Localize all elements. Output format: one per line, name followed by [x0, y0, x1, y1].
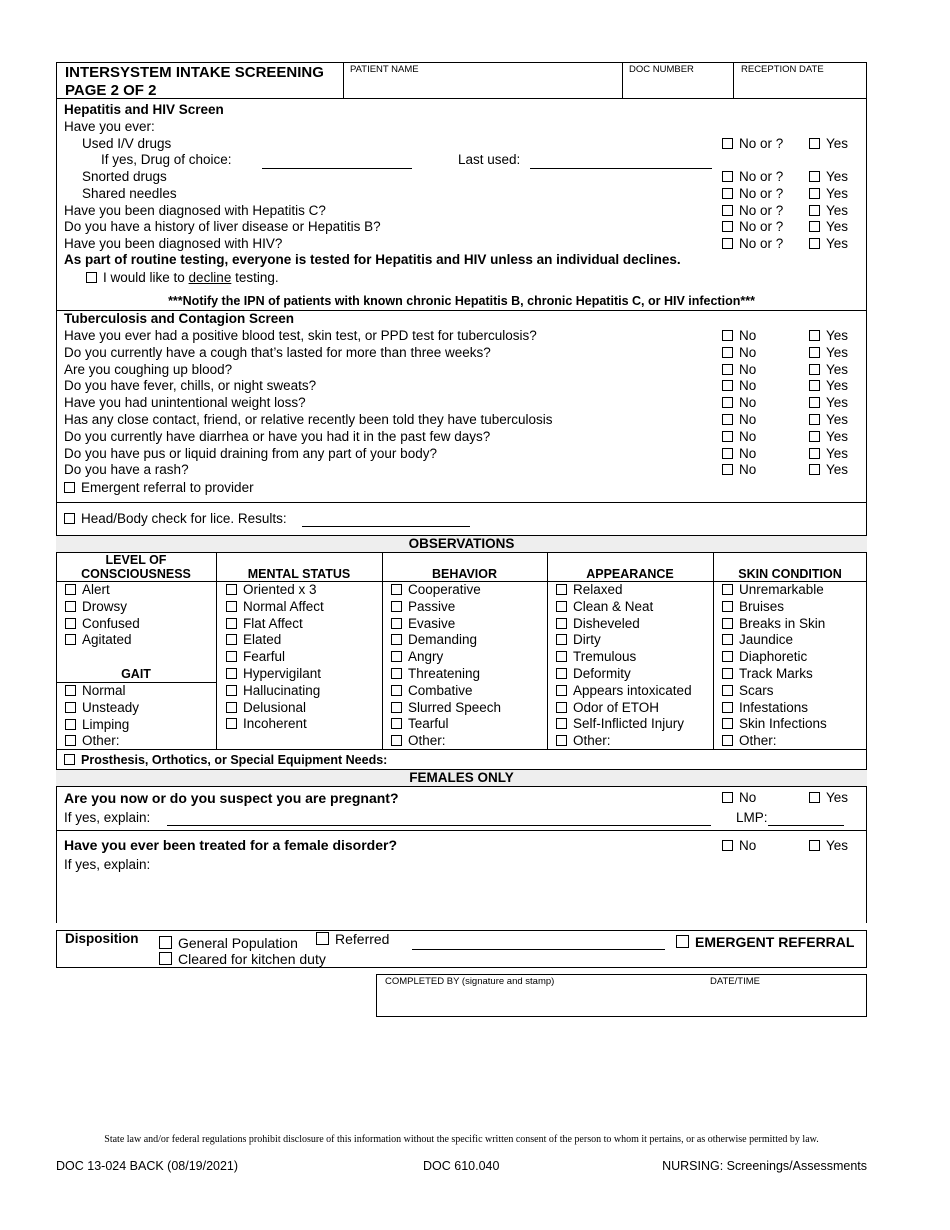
prosthesis-checkbox[interactable]: Prosthesis, Orthotics, or Special Equipment Needs: — [64, 752, 387, 768]
completed-by-label: COMPLETED BY (signature and stamp) — [385, 976, 555, 987]
tb-yes-checkbox[interactable]: Yes — [809, 362, 848, 378]
referred-checkbox[interactable]: Referred — [316, 931, 389, 947]
tb-question: Have you ever had a positive blood test, skin test, or PPD test for tuberculosis? — [64, 328, 537, 343]
appearance-header: APPEARANCE — [586, 567, 674, 581]
hiv-no-checkbox[interactable]: No or ? — [722, 236, 783, 252]
tb-no-checkbox[interactable]: No — [722, 446, 756, 462]
liver-question: Do you have a history of liver disease or Hepatitis B? — [64, 219, 381, 234]
tb-yes-checkbox[interactable]: Yes — [809, 378, 848, 394]
tb-yes-checkbox[interactable]: Yes — [809, 412, 848, 428]
hepc-question: Have you been diagnosed with Hepatitis C? — [64, 203, 326, 218]
drug-choice-line[interactable] — [262, 168, 412, 169]
tb-yes-checkbox[interactable]: Yes — [809, 446, 848, 462]
form-category: NURSING: Screenings/Assessments — [662, 1159, 867, 1173]
hiv-yes-checkbox[interactable]: Yes — [809, 236, 848, 252]
skin-list — [722, 582, 827, 750]
appearance-checkbox[interactable]: Self-Inflicted Injury — [556, 716, 692, 733]
tb-no-checkbox[interactable]: No — [722, 328, 756, 344]
mental-list — [226, 582, 324, 733]
kitchen-duty-checkbox[interactable]: Cleared for kitchen duty — [159, 951, 326, 967]
general-population-checkbox[interactable]: General Population — [159, 935, 298, 951]
behavior-checkbox[interactable]: Evasive — [391, 616, 501, 633]
behavior-checkbox[interactable]: Demanding — [391, 632, 501, 649]
tb-no-checkbox[interactable]: No — [722, 429, 756, 445]
behavior-checkbox[interactable]: Passive — [391, 599, 501, 616]
emergent-referral-checkbox[interactable]: EMERGENT REFERRAL — [676, 934, 854, 950]
disorder-question: Have you ever been treated for a female disorder? — [64, 837, 398, 853]
gait-checkbox[interactable]: Other: — [65, 733, 139, 750]
appearance-checkbox[interactable]: Deformity — [556, 666, 692, 683]
behavior-header: BEHAVIOR — [431, 567, 498, 581]
pregnant-explain-line[interactable] — [167, 825, 711, 826]
skin-checkbox[interactable]: Track Marks — [722, 666, 827, 683]
skin-checkbox[interactable]: Jaundice — [722, 632, 827, 649]
skin-checkbox[interactable]: Diaphoretic — [722, 649, 827, 666]
tb-question: Have you had unintentional weight loss? — [64, 395, 306, 411]
hep-section-title: Hepatitis and HIV Screen — [64, 102, 224, 117]
hepc-yes-checkbox[interactable]: Yes — [809, 203, 848, 219]
loc-list — [65, 582, 140, 649]
tb-question: Do you have fever, chills, or night sweats? — [64, 378, 317, 394]
behavior-checkbox[interactable]: Cooperative — [391, 582, 501, 599]
behavior-checkbox[interactable]: Other: — [391, 733, 501, 750]
gait-checkbox[interactable]: Normal — [65, 683, 139, 700]
mental-header: MENTAL STATUS — [247, 567, 351, 581]
disorder-yes-checkbox[interactable]: Yes — [809, 838, 848, 854]
drug-choice-label: If yes, Drug of choice: — [101, 152, 232, 167]
gait-list — [65, 683, 139, 750]
form-title: INTERSYSTEM INTAKE SCREENING — [65, 64, 324, 81]
appearance-checkbox[interactable]: Odor of ETOH — [556, 700, 692, 717]
shared-no-checkbox[interactable]: No or ? — [722, 186, 783, 202]
shared-label: Shared needles — [82, 186, 177, 201]
mental-checkbox[interactable]: Delusional — [226, 700, 324, 717]
tb-question: Do you currently have a cough that’s lasted for more than three weeks? — [64, 344, 491, 360]
have-you-ever-label: Have you ever: — [64, 119, 155, 134]
mental-checkbox[interactable]: Hypervigilant — [226, 666, 324, 683]
mental-checkbox[interactable]: Oriented x 3 — [226, 582, 324, 599]
tb-no-checkbox[interactable]: No — [722, 345, 756, 361]
patient-name-field[interactable]: PATIENT NAME — [350, 64, 419, 75]
behavior-checkbox[interactable]: Angry — [391, 649, 501, 666]
tb-yes-checkbox[interactable]: Yes — [809, 345, 848, 361]
observations-header: OBSERVATIONS — [56, 535, 867, 553]
iv-no-checkbox[interactable]: No or ? — [722, 136, 783, 152]
tb-no-checkbox[interactable]: No — [722, 412, 756, 428]
hiv-question: Have you been diagnosed with HIV? — [64, 236, 283, 251]
behavior-list — [391, 582, 501, 750]
gait-header: GAIT — [121, 667, 151, 681]
notify-ipn-note: ***Notify the IPN of patients with known chronic Hepatitis B, chronic Hepatitis C, or HIV infection*** — [168, 294, 755, 308]
snorted-yes-checkbox[interactable]: Yes — [809, 169, 848, 185]
tb-question: Do you have pus or liquid draining from any part of your body? — [64, 445, 437, 461]
tb-no-checkbox[interactable]: No — [722, 378, 756, 394]
pregnant-question: Are you now or do you suspect you are pregnant? — [64, 790, 399, 806]
routine-testing-note: As part of routine testing, everyone is tested for Hepatitis and HIV unless an individual declines. — [64, 252, 681, 267]
used-iv-label: Used I/V drugs — [82, 136, 172, 151]
tb-yes-checkbox[interactable]: Yes — [809, 328, 848, 344]
disposition-label: Disposition — [65, 931, 139, 946]
referred-line[interactable] — [412, 949, 665, 950]
skin-checkbox[interactable]: Unremarkable — [722, 582, 827, 599]
appearance-checkbox[interactable]: Tremulous — [556, 649, 692, 666]
gait-checkbox[interactable]: Limping — [65, 717, 139, 734]
behavior-checkbox[interactable]: Tearful — [391, 716, 501, 733]
mental-checkbox[interactable]: Elated — [226, 632, 324, 649]
mental-checkbox[interactable]: Incoherent — [226, 716, 324, 733]
appearance-checkbox[interactable]: Appears intoxicated — [556, 683, 692, 700]
skin-header: SKIN CONDITION — [738, 567, 842, 581]
loc-checkbox[interactable]: Confused — [65, 616, 140, 633]
tb-yes-checkbox[interactable]: Yes — [809, 395, 848, 411]
shared-yes-checkbox[interactable]: Yes — [809, 186, 848, 202]
tb-section-title: Tuberculosis and Contagion Screen — [64, 311, 295, 326]
behavior-checkbox[interactable]: Slurred Speech — [391, 700, 501, 717]
tb-question: Are you coughing up blood? — [64, 361, 233, 377]
tb-yes-checkbox[interactable]: Yes — [809, 429, 848, 445]
appearance-checkbox[interactable]: Clean & Neat — [556, 599, 692, 616]
loc-header: LEVEL OF CONSCIOUSNESS — [81, 553, 191, 581]
iv-yes-checkbox[interactable]: Yes — [809, 136, 848, 152]
last-used-line[interactable] — [530, 168, 712, 169]
loc-checkbox[interactable]: Drowsy — [65, 599, 140, 616]
last-used-label: Last used: — [458, 152, 521, 167]
mental-checkbox[interactable]: Hallucinating — [226, 683, 324, 700]
tb-no-checkbox[interactable]: No — [722, 395, 756, 411]
disorder-no-checkbox[interactable]: No — [722, 838, 756, 854]
gait-checkbox[interactable]: Unsteady — [65, 700, 139, 717]
tb-emergent-checkbox[interactable]: Emergent referral to provider — [64, 480, 254, 496]
tb-question: Do you have a rash? — [64, 462, 189, 478]
liver-yes-checkbox[interactable]: Yes — [809, 219, 848, 235]
form-number: DOC 13-024 BACK (08/19/2021) — [56, 1159, 239, 1173]
mental-checkbox[interactable]: Fearful — [226, 649, 324, 666]
lmp-label: LMP: — [736, 810, 768, 825]
mental-checkbox[interactable]: Normal Affect — [226, 599, 324, 616]
lice-check-checkbox[interactable]: Head/Body check for lice. Results: — [64, 511, 287, 527]
lice-results-line[interactable] — [302, 526, 470, 527]
skin-checkbox[interactable]: Skin Infections — [722, 716, 827, 733]
pregnant-yes-checkbox[interactable]: Yes — [809, 790, 848, 806]
reception-date-field[interactable]: RECEPTION DATE — [741, 64, 824, 75]
loc-checkbox[interactable]: Alert — [65, 582, 140, 599]
loc-checkbox[interactable]: Agitated — [65, 632, 140, 649]
policy-number: DOC 610.040 — [423, 1159, 500, 1173]
lmp-line[interactable] — [768, 825, 844, 826]
doc-number-field[interactable]: DOC NUMBER — [629, 64, 694, 75]
liver-no-checkbox[interactable]: No or ? — [722, 219, 783, 235]
tb-yes-checkbox[interactable]: Yes — [809, 462, 848, 478]
skin-checkbox[interactable]: Scars — [722, 683, 827, 700]
tb-question: Do you currently have diarrhea or have you had it in the past few days? — [64, 428, 491, 444]
tb-no-checkbox[interactable]: No — [722, 362, 756, 378]
skin-checkbox[interactable]: Infestations — [722, 700, 827, 717]
page-indicator: PAGE 2 OF 2 — [65, 82, 157, 99]
skin-checkbox[interactable]: Breaks in Skin — [722, 616, 827, 633]
females-header: FEMALES ONLY — [56, 769, 867, 787]
tb-no-checkbox[interactable]: No — [722, 462, 756, 478]
behavior-checkbox[interactable]: Threatening — [391, 666, 501, 683]
appearance-checkbox[interactable]: Other: — [556, 733, 692, 750]
appearance-list — [556, 582, 692, 750]
disorder-explain-label: If yes, explain: — [64, 857, 151, 872]
hepc-no-checkbox[interactable]: No or ? — [722, 203, 783, 219]
skin-checkbox[interactable]: Bruises — [722, 599, 827, 616]
appearance-checkbox[interactable]: Dirty — [556, 632, 692, 649]
snorted-label: Snorted drugs — [82, 169, 167, 184]
legal-notice: State law and/or federal regulations prohibit disclosure of this information without the specific written consent of the person to whom it pertains, or as otherwise permitted by law. — [104, 1134, 819, 1145]
mental-checkbox[interactable]: Flat Affect — [226, 616, 324, 633]
tb-question: Has any close contact, friend, or relative recently been told they have tuberculosis — [64, 412, 553, 427]
pregnant-explain-label: If yes, explain: — [64, 810, 151, 825]
date-time-label: DATE/TIME — [710, 976, 760, 987]
snorted-no-checkbox[interactable]: No or ? — [722, 169, 783, 185]
skin-checkbox[interactable]: Other: — [722, 733, 827, 750]
appearance-checkbox[interactable]: Disheveled — [556, 616, 692, 633]
decline-testing-checkbox[interactable]: I would like to decline testing. — [86, 270, 279, 286]
pregnant-no-checkbox[interactable]: No — [722, 790, 756, 806]
appearance-checkbox[interactable]: Relaxed — [556, 582, 692, 599]
behavior-checkbox[interactable]: Combative — [391, 683, 501, 700]
